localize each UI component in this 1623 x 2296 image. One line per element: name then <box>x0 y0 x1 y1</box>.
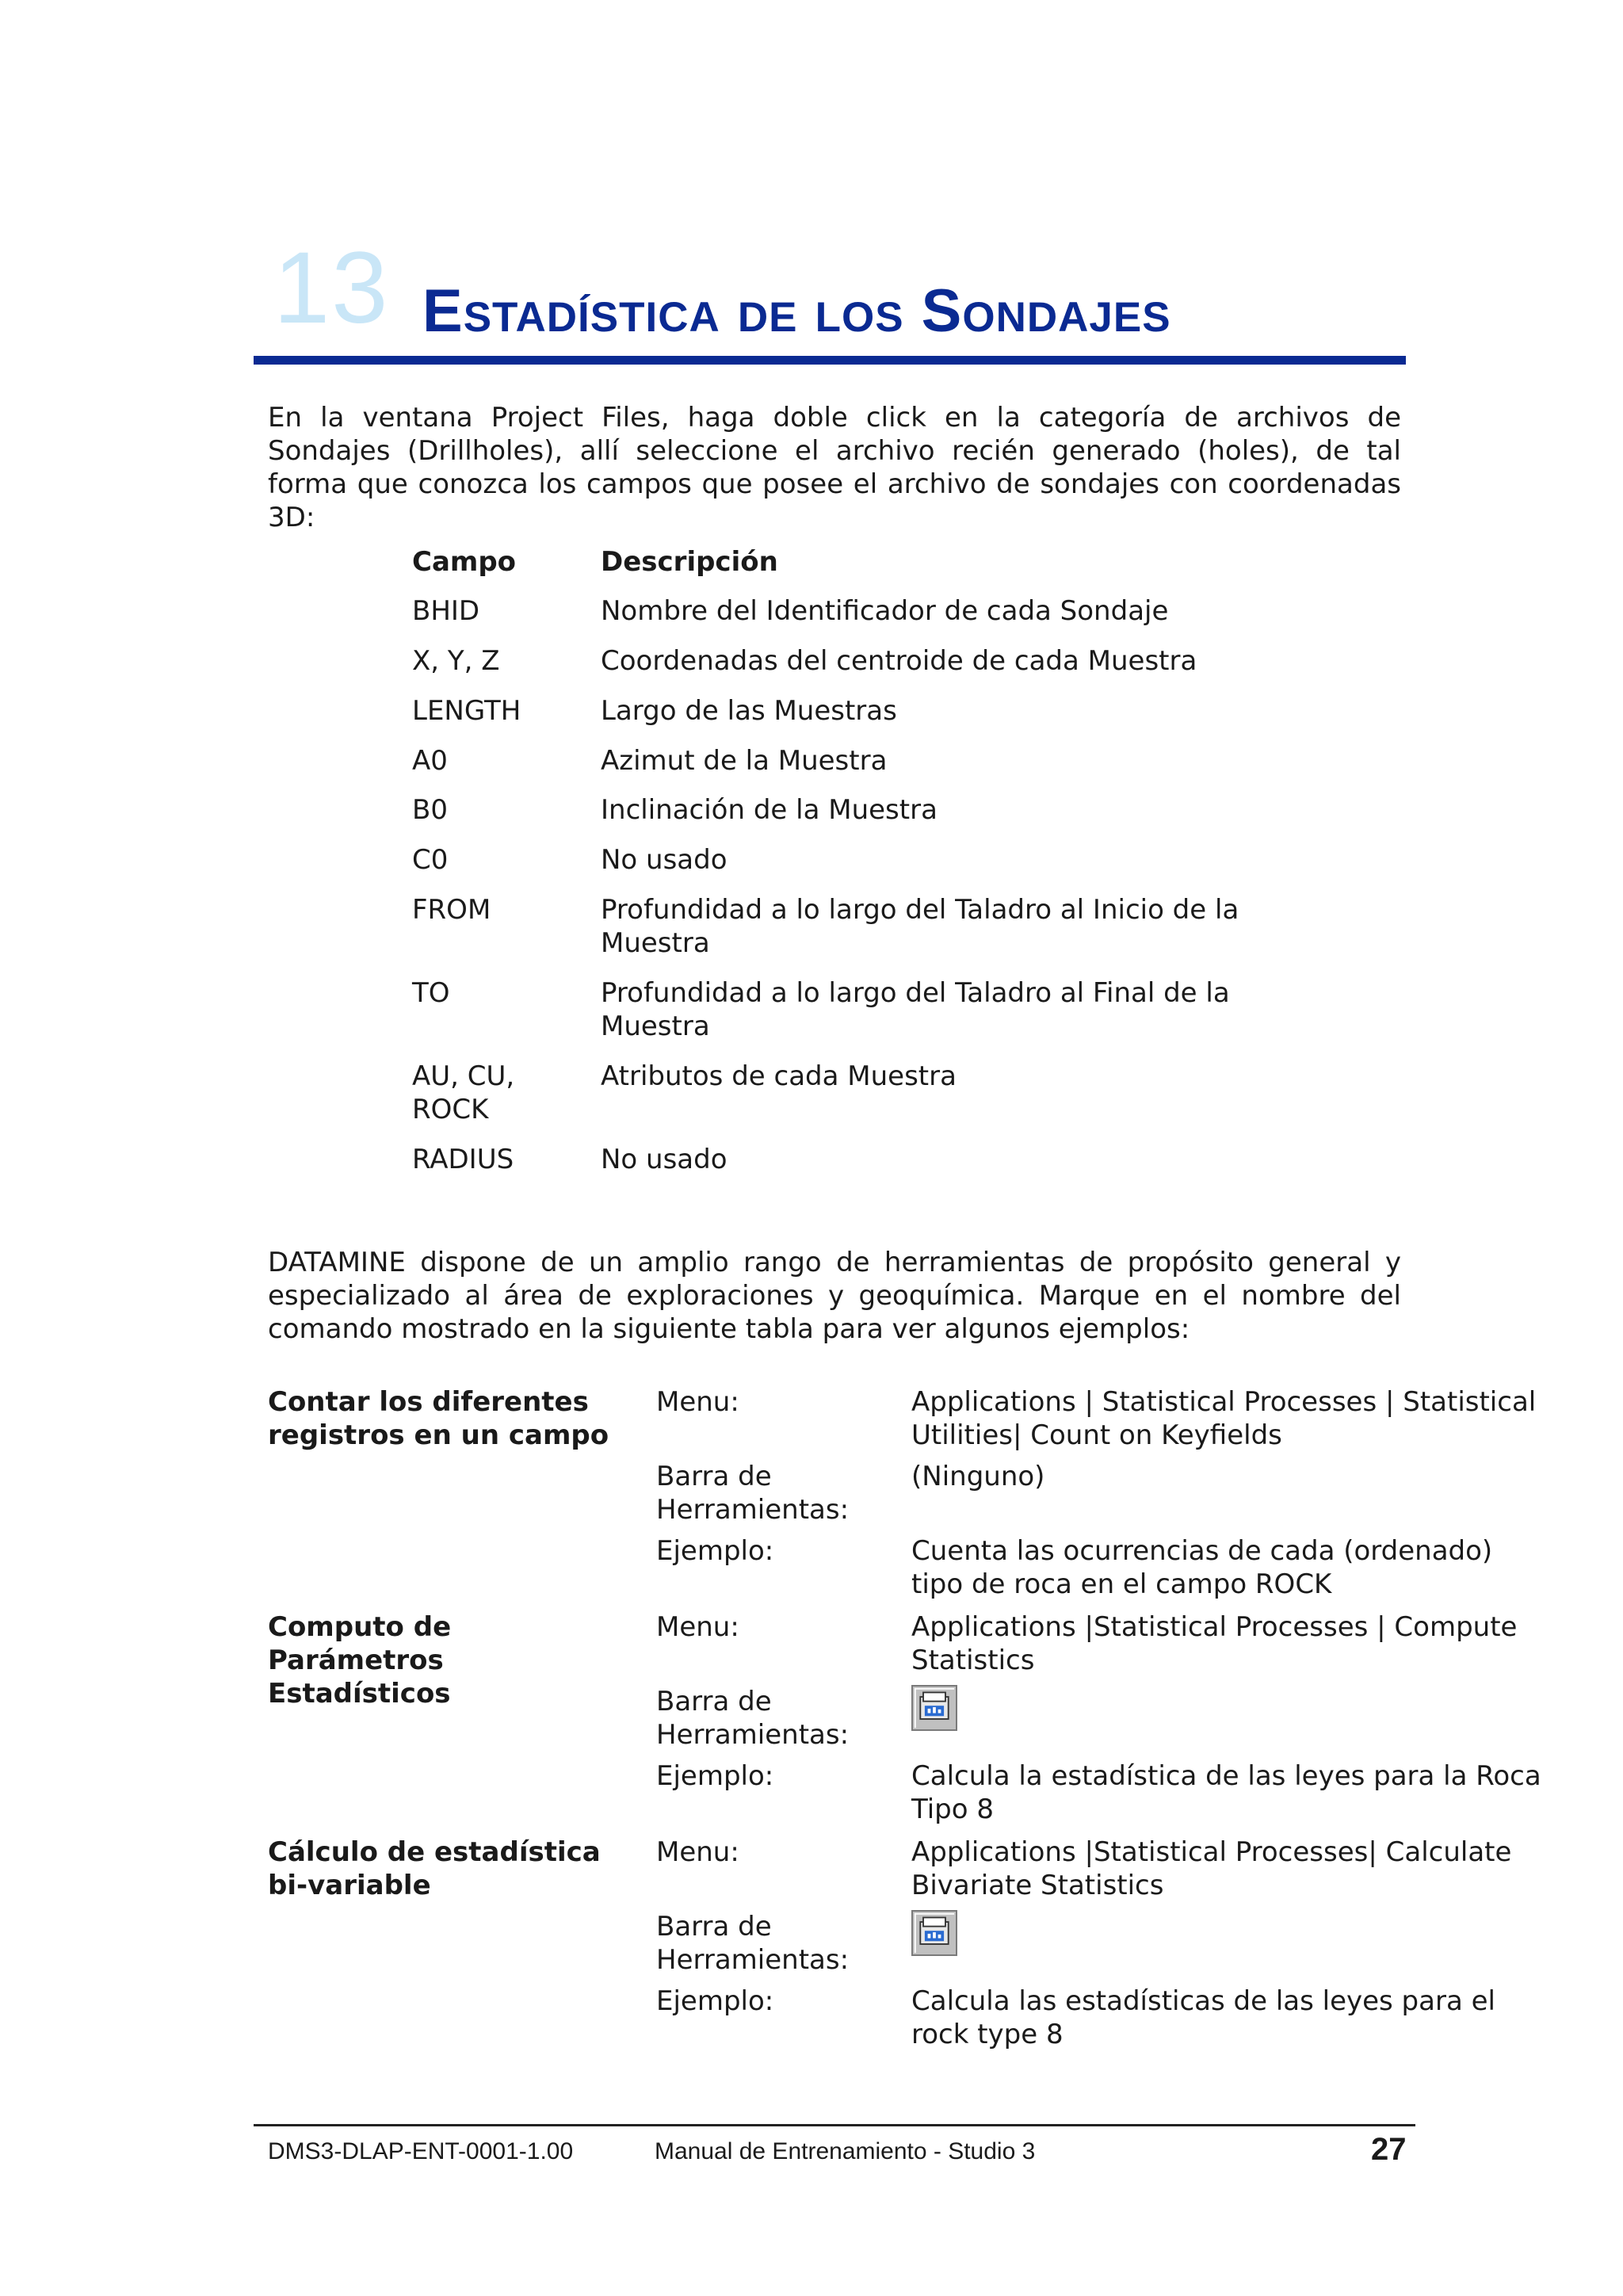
datamine-paragraph <box>268 1246 1401 1346</box>
field-name: RADIUS <box>412 1144 514 1175</box>
field-description: Profundidad a lo largo del Taladro al Final de la Muestra <box>601 977 1230 1042</box>
footer-manual-title: Manual de Entrenamiento - Studio 3 <box>655 2138 1036 2164</box>
field-description: Atributos de cada Muestra <box>601 1060 957 1092</box>
field-description: Inclinación de la Muestra <box>601 794 938 826</box>
menu-path: Applications | Statistical Processes | Statistical Utilities| Count on Keyfields <box>911 1386 1537 1451</box>
example-text: Calcula la estadística de las leyes para la Roca Tipo 8 <box>911 1760 1541 1825</box>
field-description: Largo de las Muestras <box>601 695 897 727</box>
field-name: FROM <box>412 894 491 926</box>
chapter-number: 13 <box>273 231 390 345</box>
statistics-toolbar-icon[interactable] <box>911 1685 957 1731</box>
field-name: B0 <box>412 794 448 826</box>
footer-divider <box>254 2124 1415 2126</box>
field-name: LENGTH <box>412 695 521 727</box>
toolbar-label: Barra de Herramientas: <box>656 1911 850 1976</box>
menu-label: Menu: <box>656 1386 739 1418</box>
chapter-title: Estadística de los Sondajes <box>422 277 1171 345</box>
field-name: X, Y, Z <box>412 645 500 677</box>
example-label: Ejemplo: <box>656 1985 774 2017</box>
toolbar-label: Barra de Herramientas: <box>656 1461 850 1526</box>
toolbar-icon-wrap <box>911 1910 1545 1956</box>
field-description: Profundidad a lo largo del Taladro al Inicio de la Muestra <box>601 894 1239 959</box>
menu-label: Menu: <box>656 1836 739 1868</box>
example-text: Cuenta las ocurrencias de cada (ordenado) tipo de roca en el campo ROCK <box>911 1535 1493 1600</box>
example-label: Ejemplo: <box>656 1760 774 1792</box>
example-text: Calcula las estadísticas de las leyes para el rock type 8 <box>911 1985 1495 2050</box>
field-name: C0 <box>412 844 449 876</box>
menu-label: Menu: <box>656 1611 739 1643</box>
header-campo: Campo <box>412 546 517 578</box>
page-number: 27 <box>1371 2132 1407 2167</box>
field-name: BHID <box>412 595 480 627</box>
field-description: No usado <box>601 1144 727 1175</box>
field-name: A0 <box>412 745 448 777</box>
menu-path: Applications |Statistical Processes| Calculate Bivariate Statistics <box>911 1836 1512 1901</box>
title-divider <box>254 356 1406 365</box>
field-description: Azimut de la Muestra <box>601 745 888 777</box>
datamine-text: DATAMINE dispone de un amplio rango de herramientas de propósito general y especializado al área de exploraciones y geoquímica. Marque en el nombre del comando mostrado en la siguiente tabla para ver algunos ejemplos: <box>268 1247 1401 1345</box>
field-description: No usado <box>601 844 727 876</box>
example-label: Ejemplo: <box>656 1535 774 1567</box>
field-description: Nombre del Identificador de cada Sondaje <box>601 595 1169 627</box>
field-name: AU, CU, ROCK <box>412 1060 515 1125</box>
command-name[interactable]: Contar los diferentes registros en un campo <box>268 1386 609 1451</box>
command-name[interactable]: Cálculo de estadística bi-variable <box>268 1836 601 1901</box>
intro-text: En la ventana Project Files, haga doble click en la categoría de archivos de Sondajes (Drillholes), allí seleccione el archivo recién generado (holes), de tal forma que conozca los campos que posee el archivo de sondajes con coordenadas 3D: <box>268 402 1401 533</box>
header-descripcion: Descripción <box>601 546 778 578</box>
toolbar-icon-wrap <box>911 1685 1545 1731</box>
toolbar-value: (Ninguno) <box>911 1461 1045 1492</box>
bivariate-toolbar-icon[interactable] <box>911 1910 957 1956</box>
field-description: Coordenadas del centroide de cada Muestra <box>601 645 1197 677</box>
menu-path: Applications |Statistical Processes | Compute Statistics <box>911 1611 1518 1676</box>
toolbar-label: Barra de Herramientas: <box>656 1686 850 1751</box>
footer-doc-code: DMS3-DLAP-ENT-0001-1.00 <box>268 2138 574 2164</box>
field-name: TO <box>412 977 450 1009</box>
command-name[interactable]: Computo de Parámetros Estadísticos <box>268 1611 452 1710</box>
intro-paragraph <box>268 401 1401 534</box>
